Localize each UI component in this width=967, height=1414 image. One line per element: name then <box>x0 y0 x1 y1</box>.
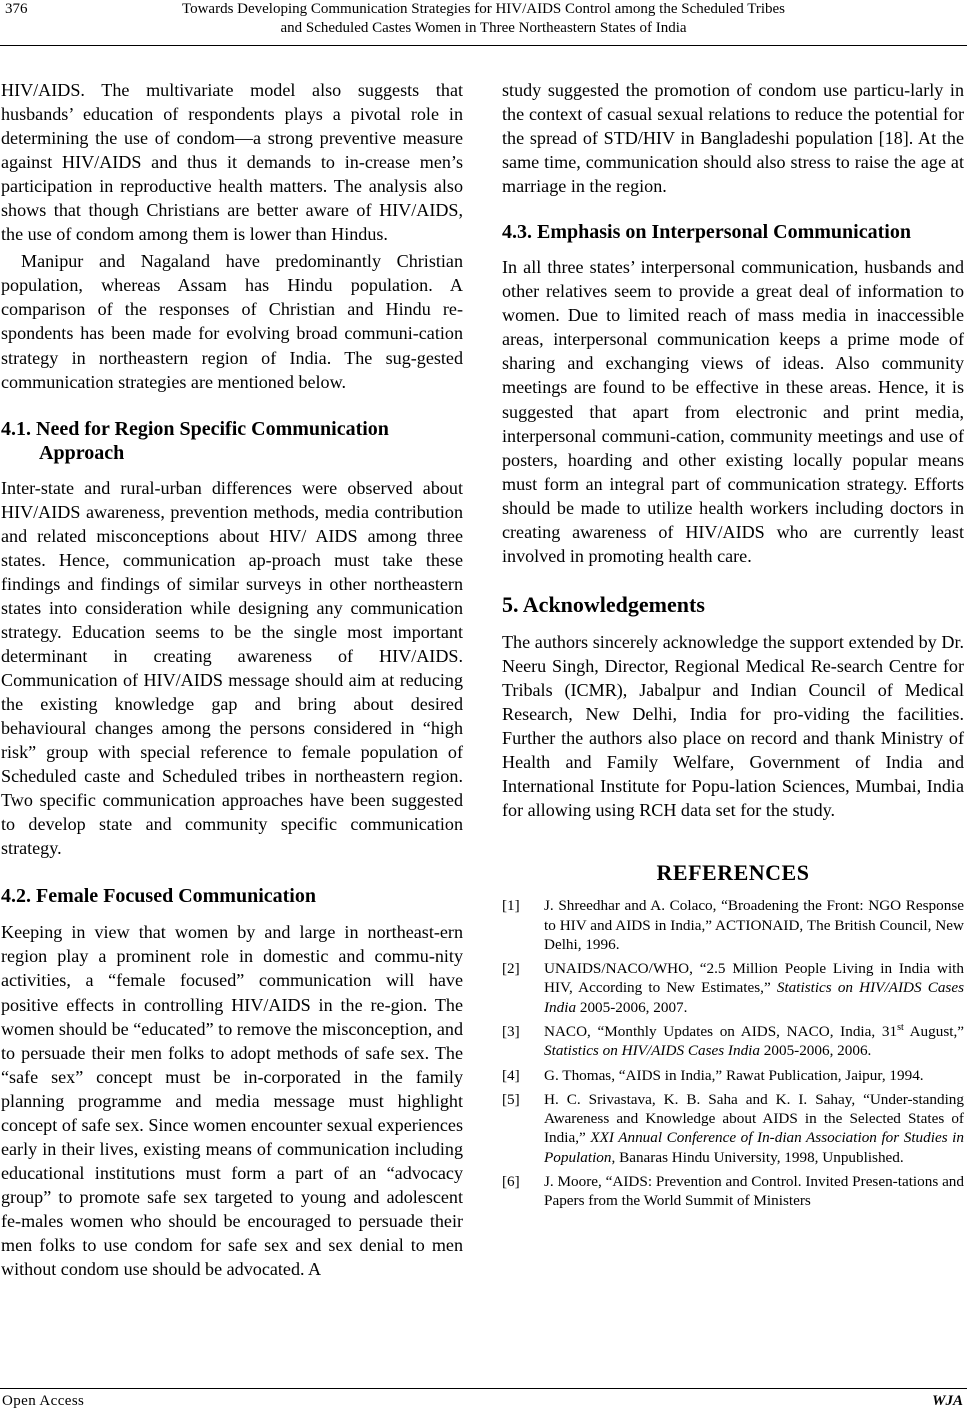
reference-number: [2] <box>502 960 520 978</box>
section-heading-4-3: 4.3. Emphasis on Interpersonal Communication <box>502 221 911 244</box>
paragraph: Keeping in view that women by and large in northeast-ern region play a prominent role in domestic and commu-nity activities, a “female focused” communication will have positive effects in controlling HIV/AIDS in the re-gion. The women should be “educated” to remove the misconception, and to persuade their men folks to adopt methods of safe sex. The “safe sex” concept must be in-corporated in the family planning programme and media message must highlight concept of safe sex. Since women encounter sexual experiences early in their lives, existing means of communication including educational institutions must form a part of an “advocacy group” to promote safe sex targeted to young and adolescent fe-males women who should be encouraged to persuade their men folks to use condom for safe sex and sex denial to men without condom use should be advocated. A <box>1 922 463 1280</box>
reference-text: G. Thomas, “AIDS in India,” Rawat Publication, Jaipur, 1994. <box>544 1066 924 1084</box>
reference-journal: Statistics on HIV/AIDS Cases India <box>544 979 964 1016</box>
running-header-line-2: and Scheduled Castes Women in Three Northeastern States of India <box>280 20 687 36</box>
header-divider <box>0 45 967 46</box>
reference-number: [5] <box>502 1090 520 1108</box>
reference-item <box>502 896 964 954</box>
section-heading-4-1: 4.1. Need for Region Specific Communication Approach <box>1 417 389 464</box>
reference-text-part: , Banaras Hindu University, 1998, Unpublished. <box>611 1148 904 1166</box>
reference-text: J. Moore, “AIDS: Prevention and Control. Invited Presen-tations and Papers from the World Summit of Ministers <box>544 1173 964 1210</box>
paragraph: The authors sincerely acknowledge the support extended by Dr. Neeru Singh, Director, Regional Medical Re-search Centre for Tribals (ICMR), Jabalpur and Indian Council of Medical Research, New Delhi, India for pro-viding the facilities. Further the authors also place on record and thank Ministry of Health and Family Welfare, Government of India and International Institute for Popu-lation Sciences, Mumbai, India for allowing using RCH data set for the study. <box>502 631 964 821</box>
reference-superscript: st <box>897 1021 904 1033</box>
right-column <box>502 78 964 1211</box>
left-column <box>1 78 463 1281</box>
paragraph: HIV/AIDS. The multivariate model also suggests that husbands’ education of respondents plays a pivotal role in determining the use of condom—a strong preventive measure against HIV/AIDS and thus it demands to in-crease men’s participation in reproductive health matters. The analysis also shows that though Christians are better aware of HIV/AIDS, the use of condom among them is lower than Hindus. <box>1 80 463 245</box>
reference-text-part: 2005-2006, 2007. <box>576 998 688 1016</box>
reference-journal: Statistics on HIV/AIDS Cases India <box>544 1042 760 1060</box>
reference-list <box>502 896 964 1210</box>
running-header <box>100 0 867 38</box>
reference-text-part: H. C. Srivastava, K. B. Saha and K. I. Sahay, “Under-standing Awareness and Knowledge about AIDS in the Selected States of India,” <box>544 1090 964 1147</box>
footer-divider <box>0 1388 967 1389</box>
reference-number: [4] <box>502 1066 520 1084</box>
reference-item <box>502 1172 964 1211</box>
reference-number: [1] <box>502 897 520 915</box>
section-heading-5: 5. Acknowledgements <box>502 591 705 617</box>
paragraph: study suggested the promotion of condom use particu-larly in the context of casual sexual relations to reduce the potential for the spread of STD/HIV in Bangladeshi population [18]. At the same time, communication should also stress to raise the age at marriage in the region. <box>502 80 964 197</box>
reference-text-part: NACO, “Monthly Updates on AIDS, NACO, India, 31 <box>544 1023 898 1040</box>
footer-journal-abbrev: WJA <box>932 1393 963 1409</box>
paragraph: Inter-state and rural-urban differences were observed about HIV/AIDS awareness, prevention methods, media contribution and related misconceptions about HIV/ AIDS among three states. Hence, communication ap-proach must take these findings and findings of similar surveys in other northeastern states into consideration while designing any communication strategy. Education seems to be the single most important determinant in creating awareness of HIV/AIDS. Communication of HIV/AIDS message should aim at reducing the existing knowledge gap and bring about desired behavioural changes among the persons considered in “high risk” group with special reference to female population of Scheduled caste and Scheduled tribes in northeastern region. Two specific communication approaches have been suggested to develop state and community specific communication strategy. <box>1 477 463 859</box>
reference-number: [6] <box>502 1173 520 1191</box>
reference-item <box>502 959 964 1017</box>
reference-journal: XXI Annual Conference of In-dian Association for Studies in Population <box>544 1129 964 1166</box>
section-heading-4-2: 4.2. Female Focused Communication <box>1 885 316 908</box>
reference-item <box>502 1022 964 1061</box>
paragraph: Manipur and Nagaland have predominantly Christian population, whereas Assam has Hindu population. A comparison of the responses of Christian and Hindu re-spondents has been made for evolving broad communi-cation strategy in northeastern region of India. The sug-gested communication strategies are mentioned below. <box>1 251 463 392</box>
footer-open-access: Open Access <box>2 1393 85 1409</box>
reference-text <box>544 959 964 1017</box>
reference-item <box>502 1066 964 1085</box>
reference-text <box>544 1022 964 1061</box>
reference-text: J. Shreedhar and A. Colaco, “Broadening the Front: NGO Response to HIV and AIDS in India,” ACTIONAID, The British Council, New Delhi, 1996. <box>544 897 964 953</box>
page-number: 376 <box>5 1 28 17</box>
reference-number: [3] <box>502 1023 520 1040</box>
reference-text <box>544 1090 964 1167</box>
running-header-line-1: Towards Developing Communication Strategies for HIV/AIDS Control among the Scheduled Tribes <box>181 1 786 17</box>
references-title: REFERENCES <box>656 860 810 886</box>
paragraph: In all three states’ interpersonal communication, husbands and other relatives seem to provide a great deal of information to women. Due to limited reach of mass media in inaccessible areas, interpersonal communication keeps a prime mode of sharing and exchanging views of ideas. Also community meetings are found to be effective in these areas. Hence, it is suggested that apart from electronic and print media, interpersonal communi-cation, community meetings and use of posters, hoarding and other existing locally popular means must form an integral part of communication strategy. Efforts should be made to utilize health workers including doctors in creating awareness of HIV/AIDS who are currently least involved in promoting health care. <box>502 257 964 566</box>
reference-item <box>502 1090 964 1167</box>
reference-text-part: 2005-2006, 2006. <box>759 1042 872 1060</box>
reference-text-part: August,” <box>903 1023 964 1040</box>
reference-text-part: UNAIDS/NACO/WHO, “2.5 Million People Living in India with HIV, According to New Estimates,” <box>544 960 964 997</box>
